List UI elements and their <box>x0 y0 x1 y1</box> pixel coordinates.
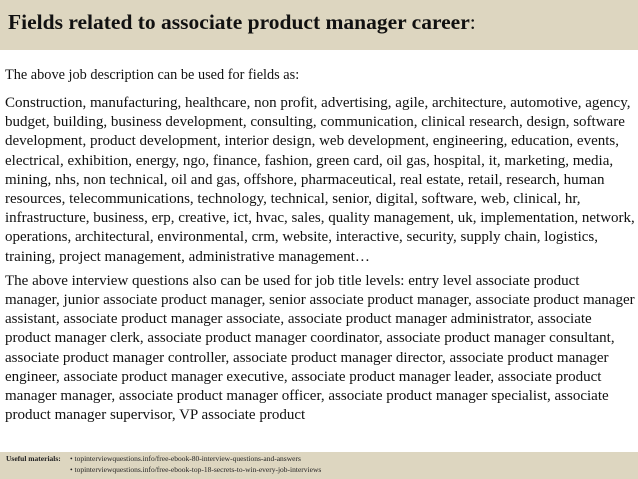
title-colon: : <box>469 10 476 34</box>
footer-label: Useful materials: <box>6 454 61 463</box>
footer-bar <box>0 452 638 479</box>
page-title: Fields related to associate product manager career <box>8 10 470 34</box>
footer-link-18-secrets[interactable]: • topinterviewquestions.info/free-ebook-top-18-secrets-to-win-every-job-interviews <box>70 464 322 474</box>
job-levels-paragraph: The above interview questions also can be used for job title levels: entry level associate product manager, junior associate product manager, senior associate product manager, associate product manager assistant, associate product manager associate, associate product manager administrator, associate product manager clerk, associate product manager coordinator, associate product manager consultant, associate product manager controller, associate product manager director, associate product manager engineer, associate product manager executive, associate product manager leader, associate product manager manager, associate product manager officer, associate product manager specialist, associate product manager supervisor, VP associate product <box>5 272 635 424</box>
fields-paragraph: Construction, manufacturing, healthcare, non profit, advertising, agile, architecture, automotive, agency, budget, building, business development, consulting, communication, clinical research, design, software development, product development, interior design, web development, engineering, education, events, electrical, exhibition, energy, ngo, finance, fashion, green card, oil gas, hospital, it, marketing, media, mining, nhs, non technical, oil and gas, offshore, pharmaceutical, real estate, retail, research, human resources, telecommunications, technology, technical, senior, digital, software, web, clinical, hr, infrastructure, business, erp, creative, ict, hvac, sales, quality management, uk, implementation, network, operations, architectural, environmental, crm, website, interactive, security, supply chain, logistics, training, project management, administrative management… <box>5 95 635 265</box>
intro-text: The above job description can be used for fields as: <box>5 67 300 83</box>
footer-row-2 <box>6 465 638 476</box>
main-content <box>5 66 635 430</box>
title-bar <box>0 0 638 50</box>
footer-row-1 <box>6 454 638 465</box>
footer-link-80-questions[interactable]: • topinterviewquestions.info/free-ebook-80-interview-questions-and-answers <box>70 454 301 463</box>
